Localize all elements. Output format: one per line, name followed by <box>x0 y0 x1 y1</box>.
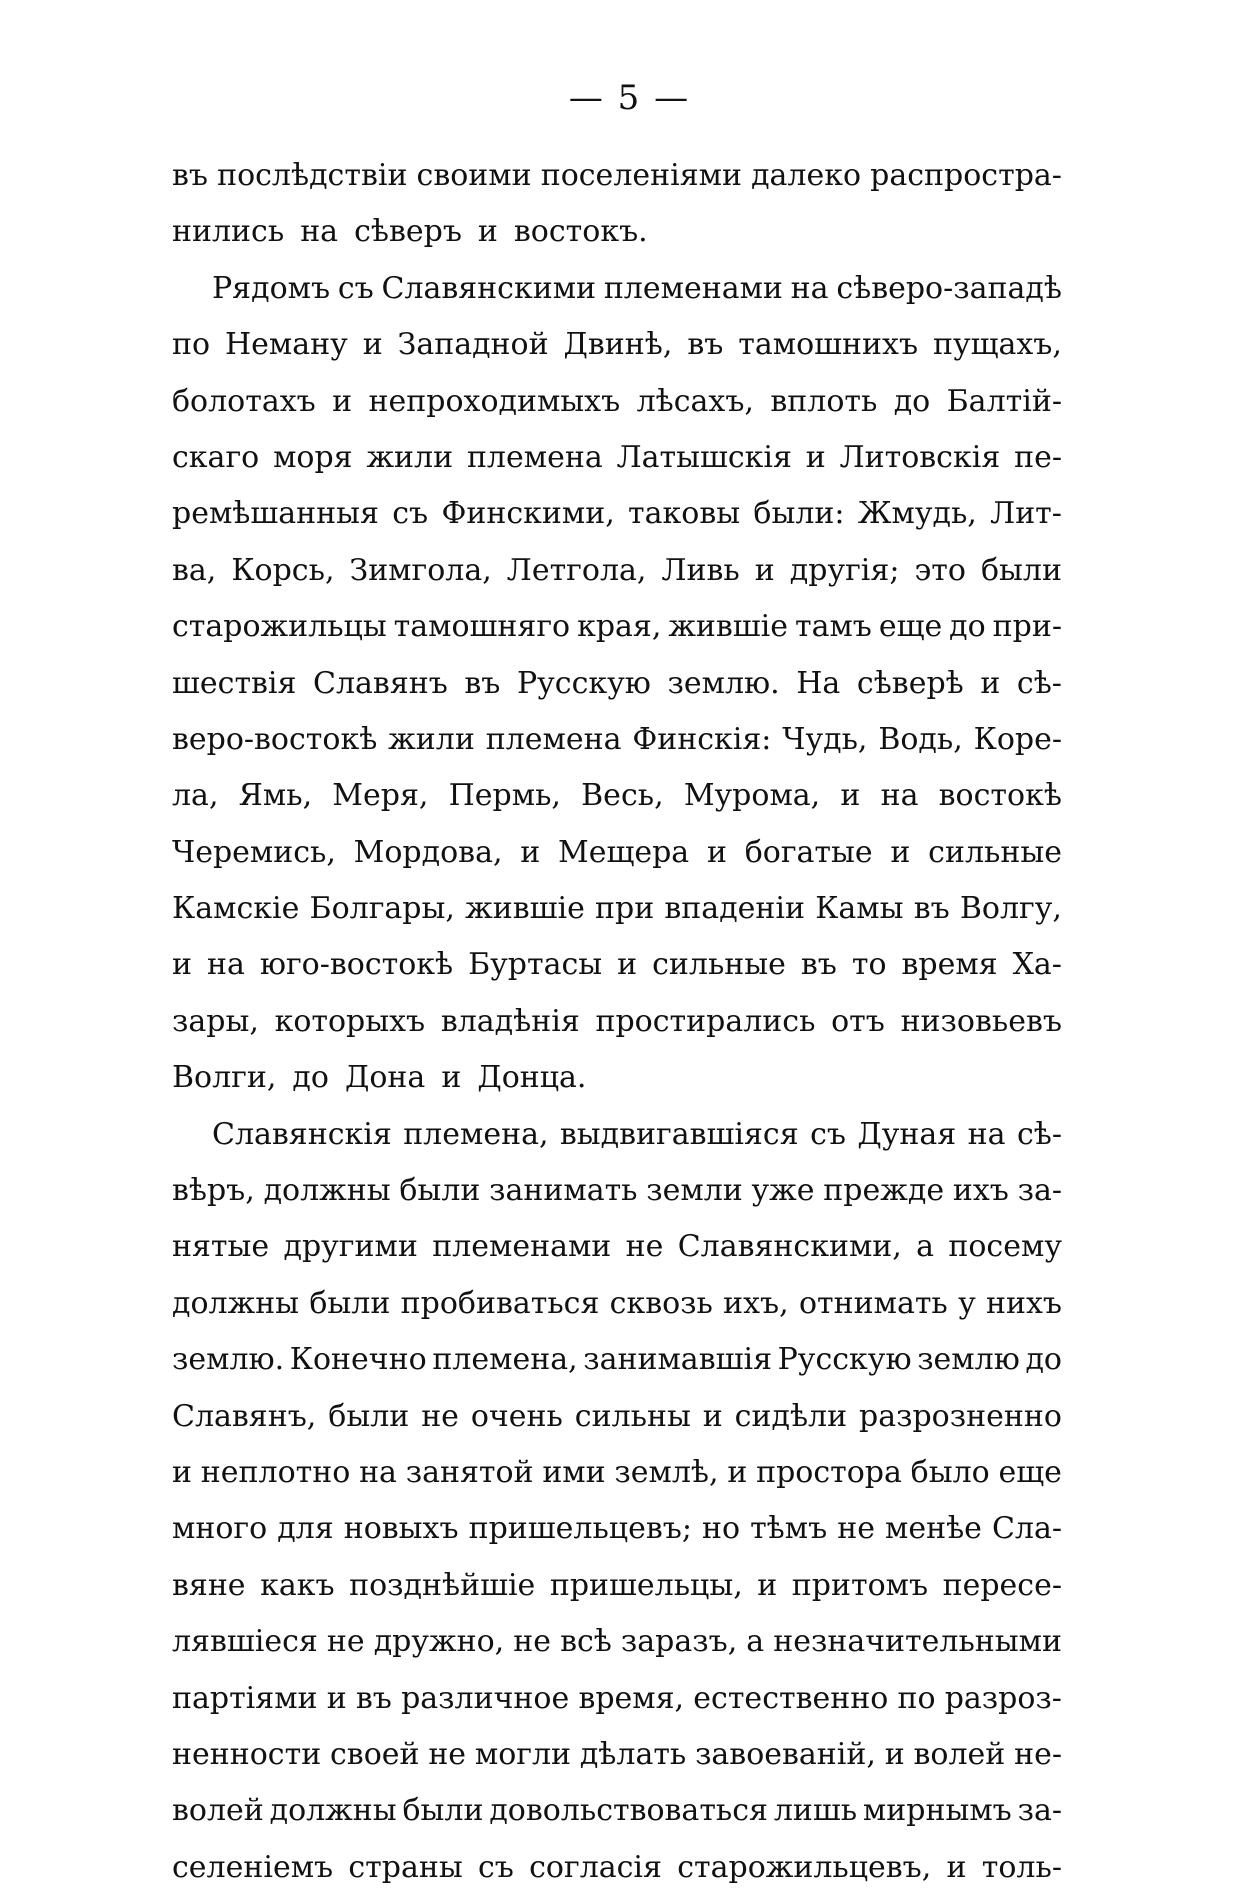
word: естественно <box>693 1680 889 1716</box>
word: своими <box>416 158 532 193</box>
word: ремѣшанныя <box>172 496 379 532</box>
word: на <box>790 270 829 306</box>
text-line <box>172 937 1062 993</box>
word: Корсь, <box>231 552 335 588</box>
word: Жмудь, <box>857 496 977 532</box>
word: ими <box>542 1454 606 1490</box>
text-line <box>172 1107 1062 1163</box>
word: Чудь, <box>782 721 868 757</box>
word: Камы <box>815 891 904 927</box>
text-line <box>172 1840 1062 1896</box>
word: Рядомъ <box>212 270 331 306</box>
word: при- <box>992 609 1062 645</box>
word: Сла- <box>991 1511 1062 1547</box>
word: Мурома, <box>683 778 821 814</box>
word: для <box>277 1511 334 1547</box>
word: вяне <box>172 1567 246 1603</box>
text-line <box>172 1332 1062 1388</box>
word: Водь, <box>878 721 963 757</box>
word: завоеваній, <box>695 1736 876 1772</box>
word: съ <box>477 1849 514 1885</box>
word: незначительными <box>773 1624 1062 1660</box>
word: волей <box>913 1736 1006 1772</box>
word: Ямь, <box>238 778 313 814</box>
word: Балтій- <box>946 383 1062 419</box>
word: но <box>701 1511 741 1547</box>
word: сквозь <box>609 1285 713 1321</box>
word: уже <box>751 1173 815 1209</box>
word: и <box>441 1060 462 1096</box>
text-line <box>172 1501 1062 1557</box>
word: и <box>980 665 1001 701</box>
word: позднѣйшіе <box>349 1567 536 1603</box>
word: Русскую <box>777 1342 912 1378</box>
word: время <box>901 947 998 983</box>
word: на <box>967 1116 1006 1152</box>
word: сѣверъ <box>354 214 462 250</box>
word: и <box>890 834 911 870</box>
word: съ <box>810 1116 846 1152</box>
word: прежде <box>823 1173 945 1209</box>
word: при <box>595 891 655 927</box>
word: сѣверѣ <box>856 665 964 701</box>
word: сильны <box>574 1398 691 1434</box>
word: Русскую <box>516 665 651 701</box>
word: моря <box>273 439 353 475</box>
word: и <box>362 327 383 363</box>
word: пересе- <box>942 1567 1062 1603</box>
text-line <box>172 1389 1062 1445</box>
word: въ <box>172 158 208 193</box>
word: у <box>958 1285 976 1321</box>
word: впаденіи <box>664 891 806 927</box>
word: довольствоваться <box>489 1793 768 1829</box>
word: выдвигавшіяся <box>559 1116 799 1152</box>
text-line <box>172 486 1062 542</box>
word: должны <box>269 1793 397 1829</box>
word: землю. <box>667 665 780 701</box>
word: востокѣ <box>938 778 1062 814</box>
text-line <box>172 1445 1062 1501</box>
word: должны <box>263 1173 391 1209</box>
page-number: — 5 — <box>568 78 691 118</box>
word: и <box>702 1398 723 1434</box>
word: были: <box>753 496 845 532</box>
word: Западной <box>397 327 549 363</box>
word: и <box>946 1849 967 1885</box>
word: старожильцевъ, <box>677 1849 932 1885</box>
text-line <box>172 1050 1062 1106</box>
text-line <box>172 1614 1062 1670</box>
word: лишь <box>773 1793 858 1829</box>
word: въ <box>913 891 950 927</box>
word: тамошнихъ <box>738 327 919 363</box>
text-line <box>172 768 1062 824</box>
text-line <box>172 430 1062 486</box>
word: Славянъ <box>313 665 448 701</box>
word: Литовскія <box>839 439 1001 475</box>
word: и <box>332 383 353 419</box>
text-line <box>172 1219 1062 1275</box>
word: сѣ- <box>1016 1116 1062 1152</box>
word: дѣлать <box>579 1736 687 1772</box>
word: Финскими, <box>441 496 615 532</box>
word: болотахъ <box>172 383 316 419</box>
word: племена <box>466 439 603 475</box>
word: до <box>949 609 986 645</box>
word: еще <box>878 609 943 645</box>
word: и <box>757 1567 778 1603</box>
word: до <box>893 383 931 419</box>
word: время, <box>578 1680 685 1716</box>
word: могли <box>474 1736 572 1772</box>
word: тамъ <box>794 609 872 645</box>
word: притомъ <box>791 1567 929 1603</box>
word: до <box>292 1060 329 1096</box>
word: Ха- <box>1012 947 1062 983</box>
body-text <box>172 148 1062 1896</box>
word: различное <box>401 1680 570 1716</box>
word: то <box>851 947 887 983</box>
word: пущахъ, <box>932 327 1062 363</box>
word: это <box>914 552 966 588</box>
word: зары, <box>172 1003 259 1039</box>
word: Болгары, <box>309 891 455 927</box>
text-line <box>172 1163 1062 1219</box>
word: сильные <box>928 834 1062 870</box>
word: Весь, <box>581 778 664 814</box>
text-line <box>172 881 1062 937</box>
word: сильные <box>652 947 786 983</box>
word: нятые <box>172 1229 270 1265</box>
word: пе- <box>1014 439 1062 475</box>
word: ненности <box>172 1736 322 1772</box>
word: еще <box>998 1454 1062 1490</box>
word: и <box>172 1454 192 1490</box>
word: племена <box>485 721 622 757</box>
word: пришельцы, <box>549 1567 743 1603</box>
word: занятой <box>405 1454 534 1490</box>
word: на <box>359 1454 397 1490</box>
word: другими <box>283 1229 418 1265</box>
word: Донца. <box>477 1060 587 1096</box>
word: простирались <box>595 1003 816 1039</box>
word: Мещера <box>557 834 690 870</box>
word: тѣмъ <box>750 1511 828 1547</box>
word: ла, <box>172 778 219 814</box>
text-line <box>172 261 1062 317</box>
word: вплоть <box>770 383 878 419</box>
word: много <box>172 1511 268 1547</box>
word: юго-востокѣ <box>259 947 454 983</box>
text-line <box>172 599 1062 655</box>
word: въ <box>464 665 501 701</box>
word: занимавшія <box>583 1342 772 1378</box>
word: нихъ <box>986 1285 1062 1321</box>
word: владѣнія <box>440 1003 580 1039</box>
word: разроз- <box>944 1680 1062 1716</box>
text-line <box>172 1783 1062 1839</box>
word: Славянскими <box>381 270 597 306</box>
word: племена, <box>403 1116 549 1152</box>
text-line <box>172 148 1062 204</box>
word: края, <box>577 609 662 645</box>
word: были <box>399 1173 481 1209</box>
text-line <box>172 1558 1062 1614</box>
word: Черемись, <box>172 834 336 870</box>
word: Пермь, <box>448 778 561 814</box>
word: не <box>837 1511 875 1547</box>
word: не <box>513 1624 552 1660</box>
word: въ <box>687 327 724 363</box>
word: лявшіеся <box>172 1624 318 1660</box>
word: таковы <box>628 496 741 532</box>
text-line <box>172 1276 1062 1332</box>
word: Конечно <box>289 1342 427 1378</box>
word: Меря, <box>332 778 429 814</box>
text-line <box>172 825 1062 881</box>
word: Зимгола, <box>349 552 492 588</box>
word: менѣе <box>884 1511 982 1547</box>
word: и <box>805 439 826 475</box>
word: Лит- <box>990 496 1062 532</box>
word: жили <box>366 439 454 475</box>
text-line <box>172 1671 1062 1727</box>
word: были <box>309 1285 391 1321</box>
word: и <box>754 552 775 588</box>
word: съ <box>337 270 374 306</box>
word: мирнымъ <box>862 1793 1012 1829</box>
word: Волги, <box>172 1060 277 1096</box>
word: другія; <box>789 552 900 588</box>
word: пришельцевъ; <box>468 1511 692 1547</box>
word: не <box>421 1398 459 1434</box>
word: и <box>884 1736 905 1772</box>
word: всѣ <box>560 1624 612 1660</box>
word: неплотно <box>200 1454 351 1490</box>
word: дружно, <box>373 1624 505 1660</box>
word: волей <box>172 1793 264 1829</box>
word: на <box>300 214 339 250</box>
word: простора <box>756 1454 902 1490</box>
word: были <box>328 1398 410 1434</box>
word: послѣдствіи <box>217 158 408 193</box>
word: на <box>880 778 919 814</box>
word: Летгола, <box>506 552 647 588</box>
word: отнимать <box>798 1285 948 1321</box>
word: и <box>326 1680 347 1716</box>
word: за- <box>1017 1173 1062 1209</box>
word: и <box>477 214 498 250</box>
word: до <box>1025 1342 1062 1378</box>
word: Волгу, <box>959 891 1062 927</box>
word: жившіе <box>668 609 789 645</box>
word: были <box>402 1793 484 1829</box>
word: Камскіе <box>172 891 300 927</box>
word: пробиваться <box>400 1285 600 1321</box>
word: разрозненно <box>859 1398 1062 1434</box>
word: Двинѣ, <box>563 327 673 363</box>
word: съ <box>392 496 429 532</box>
word: востокъ. <box>513 214 648 250</box>
word: въ <box>800 947 837 983</box>
word: Мордова, <box>353 834 503 870</box>
word: Дона <box>344 1060 426 1096</box>
word: толь- <box>981 1849 1062 1885</box>
word: и <box>172 947 192 983</box>
word: вѣръ, <box>172 1173 255 1209</box>
word: племенами <box>603 270 783 306</box>
word: шествія <box>172 665 297 701</box>
word: ихъ <box>952 1173 1009 1209</box>
word: сидѣли <box>734 1398 848 1434</box>
word: сѣ- <box>1016 665 1062 701</box>
word: лѣсахъ, <box>636 383 754 419</box>
word: Славянъ, <box>172 1398 317 1434</box>
text-line <box>172 656 1062 712</box>
word: селеніемъ <box>172 1849 334 1885</box>
word: по <box>897 1680 936 1716</box>
text-line <box>172 374 1062 430</box>
word: ихъ, <box>723 1285 789 1321</box>
word: Латышскія <box>616 439 792 475</box>
word: тамошняго <box>393 609 571 645</box>
word: распростра- <box>870 158 1062 193</box>
word: очень <box>470 1398 563 1434</box>
word: Славянскія <box>212 1116 392 1152</box>
word: Финскія: <box>632 721 772 757</box>
word: отъ <box>831 1003 885 1039</box>
word: согласія <box>529 1849 662 1885</box>
word: и <box>520 834 541 870</box>
word: низовьевъ <box>900 1003 1062 1039</box>
text-line <box>172 204 1062 260</box>
word: землѣ, <box>614 1454 719 1490</box>
word: въ <box>355 1680 392 1716</box>
word: скаго <box>172 439 260 475</box>
word: страны <box>348 1849 463 1885</box>
word: заразъ, <box>620 1624 738 1660</box>
word: веро-востокѣ <box>172 721 378 757</box>
word: не <box>428 1736 467 1772</box>
word: племена, <box>432 1342 578 1378</box>
word: Ливь <box>661 552 740 588</box>
word: племенами <box>432 1229 612 1265</box>
word: новыхъ <box>343 1511 459 1547</box>
word: посему <box>948 1229 1062 1265</box>
word: а <box>916 1229 935 1265</box>
word: не <box>326 1624 365 1660</box>
word: за- <box>1017 1793 1062 1829</box>
word: нились <box>172 214 285 250</box>
word: на <box>206 947 245 983</box>
word: богатые <box>744 834 873 870</box>
word: Неману <box>224 327 348 363</box>
word: какъ <box>260 1567 335 1603</box>
word: и <box>617 947 638 983</box>
word: Буртасы <box>468 947 603 983</box>
word: земли <box>646 1173 743 1209</box>
word: и <box>840 778 861 814</box>
text-line <box>172 712 1062 768</box>
word: и <box>706 834 727 870</box>
text-line <box>172 543 1062 599</box>
word: сѣверо-западѣ <box>836 270 1062 306</box>
word: которыхъ <box>274 1003 426 1039</box>
word: своей <box>330 1736 420 1772</box>
word: по <box>172 327 211 363</box>
word: далеко <box>751 158 862 193</box>
word: не- <box>1014 1736 1062 1772</box>
word: жившіе <box>465 891 585 927</box>
word: Дуная <box>857 1116 957 1152</box>
word: были <box>980 552 1062 588</box>
word: жили <box>388 721 475 757</box>
word: Коре- <box>973 721 1062 757</box>
word: На <box>796 665 841 701</box>
word: должны <box>172 1285 300 1321</box>
word: было <box>910 1454 990 1490</box>
word: а <box>746 1624 765 1660</box>
word: старожильцы <box>172 609 387 645</box>
text-line <box>172 1727 1062 1783</box>
text-line <box>172 994 1062 1050</box>
word: поселеніями <box>540 158 742 193</box>
word: и <box>727 1454 748 1490</box>
word: землю. <box>172 1342 285 1378</box>
word: занимать <box>489 1173 638 1209</box>
word: Славянскими, <box>677 1229 902 1265</box>
word: землю <box>917 1342 1020 1378</box>
word: ва, <box>172 552 217 588</box>
word: партіями <box>172 1680 318 1716</box>
word: не <box>625 1229 664 1265</box>
text-line <box>172 317 1062 373</box>
word: непроходимыхъ <box>368 383 621 419</box>
